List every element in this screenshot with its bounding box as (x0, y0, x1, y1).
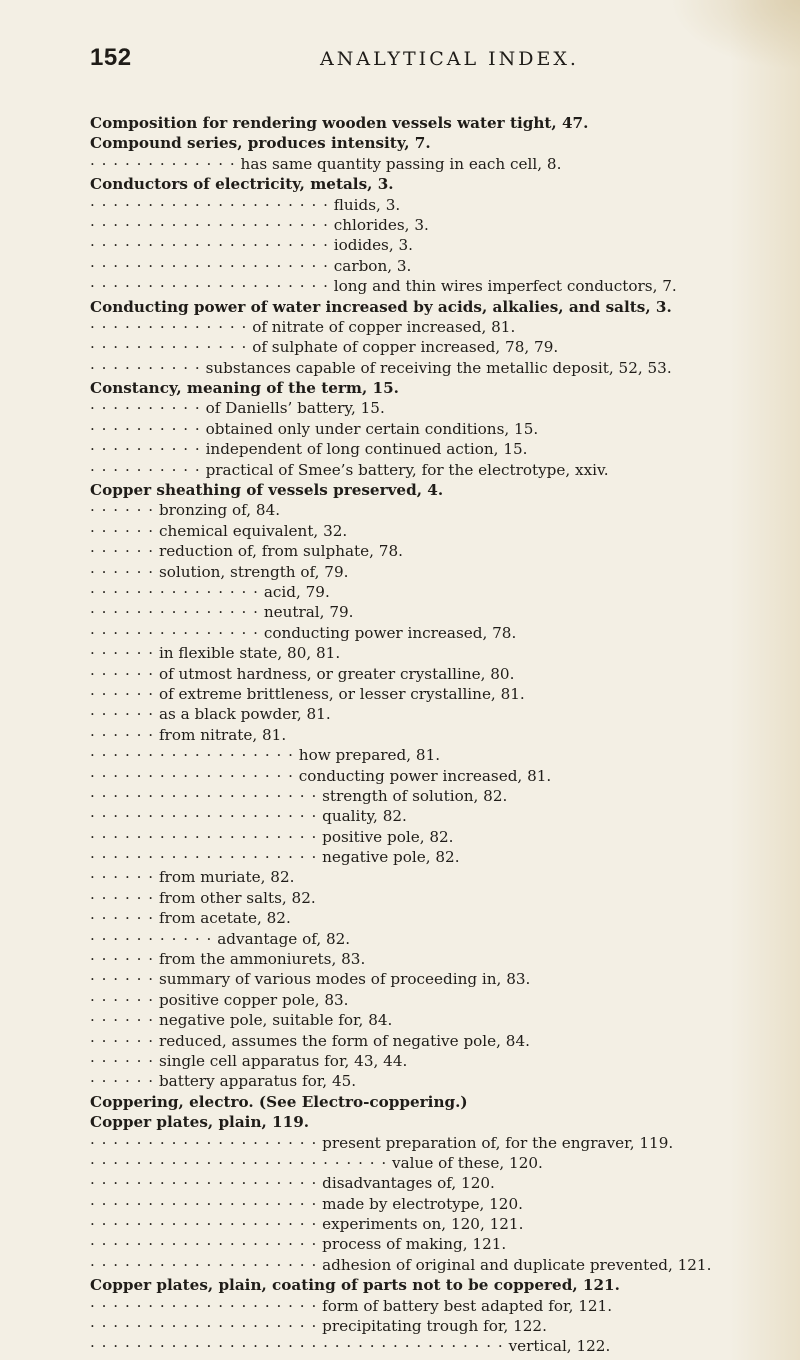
entry-text: disadvantages of, 120. (322, 1174, 495, 1193)
index-entry (90, 500, 780, 520)
dot-leader: · · · · · · · · · · (90, 460, 201, 479)
page-header (90, 44, 730, 84)
dot-leader: · · · · · · (90, 1011, 155, 1030)
entry-text: summary of various modes of proceeding in, 83. (158, 970, 531, 989)
entry-text: neutral, 79. (263, 603, 354, 622)
index-entry (90, 1112, 780, 1132)
entry-text: negative pole, suitable for, 84. (158, 1011, 393, 1030)
entry-heading: Conducting power of water increased by acids, alkalies, and salts, 3. (90, 297, 672, 316)
entry-text: reduced, assumes the form of negative pole, 84. (158, 1031, 530, 1050)
dot-leader: · · · · · · · · · · · · · · · · · · · · (90, 1296, 318, 1315)
dot-leader: · · · · · · · · · · · · · · · · · · · · (90, 1235, 318, 1254)
dot-leader: · · · · · · · · · · · · · · · · · · · · (90, 807, 318, 826)
index-entry (90, 235, 780, 255)
entry-heading: Copper sheathing of vessels preserved, 4. (90, 481, 444, 500)
index-entry (90, 419, 780, 439)
entry-heading: Copper plates, plain, 119. (90, 1113, 310, 1132)
index-entry (90, 1173, 780, 1193)
index-entry (90, 1051, 780, 1071)
entry-text: vertical, 122. (508, 1337, 611, 1356)
entry-text: of Daniells’ battery, 15. (205, 399, 385, 418)
index-entry (90, 827, 780, 847)
index-entry (90, 1296, 780, 1316)
entry-text: as a black powder, 81. (158, 705, 331, 724)
entry-text: independent of long continued action, 15. (205, 440, 528, 459)
index-entry (90, 1336, 780, 1356)
entry-text: chlorides, 3. (333, 215, 429, 234)
index-entry (90, 1031, 780, 1051)
dot-leader: · · · · · · (90, 521, 155, 540)
dot-leader: · · · · · · (90, 644, 155, 663)
entry-text: conducting power increased, 81. (298, 766, 552, 785)
dot-leader: · · · · · · (90, 888, 155, 907)
dot-leader: · · · · · · (90, 684, 155, 703)
index-entry (90, 766, 780, 786)
index-entry (90, 358, 780, 378)
entry-text: precipitating trough for, 122. (322, 1317, 547, 1336)
dot-leader: · · · · · · (90, 542, 155, 561)
entry-text: from nitrate, 81. (158, 725, 287, 744)
index-entry (90, 480, 780, 500)
entry-heading: Copper plates, plain, coating of parts not to be coppered, 121. (90, 1276, 620, 1295)
index-entry (90, 378, 780, 398)
entry-text: of sulphate of copper increased, 78, 79. (252, 338, 559, 357)
dot-leader: · · · · · · (90, 501, 155, 520)
dot-leader: · · · · · · · · · · · · · · · · · · · · · · · · · · (90, 1153, 388, 1172)
entry-text: battery apparatus for, 45. (158, 1072, 357, 1091)
index-entry (90, 664, 780, 684)
dot-leader: · · · · · · · · · · · · · · · · · · · · · (90, 277, 329, 296)
entry-text: from other salts, 82. (158, 888, 316, 907)
index-entry (90, 256, 780, 276)
dot-leader: · · · · · · · · · · · · · · · (90, 603, 260, 622)
entry-heading: Compound series, produces intensity, 7. (90, 134, 431, 153)
dot-leader: · · · · · · (90, 1031, 155, 1050)
dot-leader: · · · · · · · · · · · · · · · · · · · · (90, 1215, 318, 1234)
entry-heading: Coppering, electro. (See Electro-coppering.) (90, 1092, 468, 1111)
index-entry (90, 949, 780, 969)
entry-heading: Composition for rendering wooden vessels water tight, 47. (90, 114, 589, 132)
index-entry (90, 990, 780, 1010)
entry-text: of nitrate of copper increased, 81. (252, 317, 516, 336)
index-entry (90, 1092, 780, 1112)
index-entry (90, 969, 780, 989)
index-entry (90, 1234, 780, 1254)
entry-text: iodides, 3. (333, 236, 413, 255)
entry-text: made by electrotype, 120. (322, 1194, 523, 1213)
dot-leader: · · · · · · · · · · · · · · · · · · (90, 766, 294, 785)
index-entry (90, 908, 780, 928)
index-entry (90, 867, 780, 887)
index-entry (90, 276, 780, 296)
entry-text: single cell apparatus for, 43, 44. (158, 1051, 408, 1070)
dot-leader: · · · · · · · · · · · · · · · · · · · · (90, 848, 318, 867)
index-entry (90, 1194, 780, 1214)
entry-text: obtained only under certain conditions, 15. (205, 419, 539, 438)
dot-leader: · · · · · · · · · · (90, 358, 201, 377)
dot-leader: · · · · · · (90, 562, 155, 581)
index-entry (90, 623, 780, 643)
dot-leader: · · · · · · (90, 1051, 155, 1070)
dot-leader: · · · · · · (90, 725, 155, 744)
entry-text: process of making, 121. (322, 1235, 507, 1254)
entry-text: from acetate, 82. (158, 909, 291, 928)
index-entry (90, 297, 780, 317)
entry-text: has same quantity passing in each cell, 8. (240, 154, 562, 173)
index-entry (90, 460, 780, 480)
dot-leader: · · · · · · · · · · (90, 440, 201, 459)
entry-heading: Conductors of electricity, metals, 3. (90, 175, 394, 194)
index-entry (90, 439, 780, 459)
entry-text: solution, strength of, 79. (158, 562, 349, 581)
index-entry (90, 1153, 780, 1173)
index-entry (90, 174, 780, 194)
dot-leader: · · · · · · · · · · · · · · · (90, 623, 260, 642)
dot-leader: · · · · · · · · · · · · · · · · · · · · (90, 827, 318, 846)
index-entry (90, 1071, 780, 1091)
index-entry (90, 133, 780, 153)
dot-leader: · · · · · · (90, 909, 155, 928)
entry-text: from muriate, 82. (158, 868, 295, 887)
entry-text: bronzing of, 84. (158, 501, 281, 520)
entry-text: advantage of, 82. (217, 929, 351, 948)
index-entry (90, 602, 780, 622)
dot-leader: · · · · · · (90, 970, 155, 989)
entry-text: long and thin wires imperfect conductors, 7. (333, 277, 677, 296)
index-entries (90, 113, 780, 1357)
index-entry (90, 562, 780, 582)
dot-leader: · · · · · · · · · · · · · · · · · · · · (90, 1255, 318, 1274)
index-entry (90, 725, 780, 745)
dot-leader: · · · · · · (90, 705, 155, 724)
entry-text: reduction of, from sulphate, 78. (158, 542, 403, 561)
dot-leader: · · · · · · · · · · · · · · · · · · · · (90, 1317, 318, 1336)
dot-leader: · · · · · · (90, 664, 155, 683)
dot-leader: · · · · · · · · · · · · · · (90, 317, 248, 336)
dot-leader: · · · · · · · · · · · · · · · · · · · · (90, 1133, 318, 1152)
entry-text: carbon, 3. (333, 256, 412, 275)
entry-text: positive pole, 82. (322, 827, 454, 846)
index-entry (90, 806, 780, 826)
dot-leader: · · · · · · · · · · · · · · · · · · · · · (90, 236, 329, 255)
entry-text: substances capable of receiving the metallic deposit, 52, 53. (205, 358, 672, 377)
index-entry (90, 154, 780, 174)
dot-leader: · · · · · · · · · · · · · · · · · · · · (90, 1194, 318, 1213)
dot-leader: · · · · · · (90, 868, 155, 887)
entry-text: positive copper pole, 83. (158, 990, 349, 1009)
entry-text: negative pole, 82. (322, 848, 460, 867)
entry-text: of extreme brittleness, or lesser crystalline, 81. (158, 684, 525, 703)
index-entry (90, 1214, 780, 1234)
index-entry (90, 643, 780, 663)
running-head: ANALYTICAL INDEX. (320, 48, 579, 70)
dot-leader: · · · · · · · · · · · · · · · · · · · · (90, 786, 318, 805)
index-entry (90, 847, 780, 867)
entry-text: quality, 82. (322, 807, 407, 826)
dot-leader: · · · · · · · · · · · · · · · · · · · · · (90, 195, 329, 214)
dot-leader: · · · · · · · · · · · · · · · · · · · · (90, 1174, 318, 1193)
index-entry (90, 704, 780, 724)
index-entry (90, 398, 780, 418)
entry-text: how prepared, 81. (298, 746, 441, 765)
index-entry (90, 745, 780, 765)
dot-leader: · · · · · · · · · · · · · · · (90, 582, 260, 601)
dot-leader: · · · · · · · · · · · · · (90, 154, 236, 173)
dot-leader: · · · · · · · · · · · · · · · · · · · · · (90, 256, 329, 275)
index-entry (90, 521, 780, 541)
entry-text: experiments on, 120, 121. (322, 1215, 524, 1234)
entry-text: chemical equivalent, 32. (158, 521, 348, 540)
index-entry (90, 215, 780, 235)
index-entry (90, 1316, 780, 1336)
dot-leader: · · · · · · (90, 990, 155, 1009)
index-entry (90, 195, 780, 215)
entry-text: strength of solution, 82. (322, 786, 508, 805)
dot-leader: · · · · · · · · · · (90, 399, 201, 418)
index-entry (90, 786, 780, 806)
index-entry (90, 541, 780, 561)
dot-leader: · · · · · · (90, 1072, 155, 1091)
index-entry (90, 1275, 780, 1295)
index-entry (90, 1133, 780, 1153)
dot-leader: · · · · · · · · · · · · · · · · · · · · · (90, 215, 329, 234)
dot-leader: · · · · · · · · · · · (90, 929, 213, 948)
entry-text: in flexible state, 80, 81. (158, 644, 341, 663)
entry-text: form of battery best adapted for, 121. (322, 1296, 613, 1315)
entry-text: fluids, 3. (333, 195, 401, 214)
entry-text: of utmost hardness, or greater crystalline, 80. (158, 664, 515, 683)
index-entry (90, 582, 780, 602)
index-entry (90, 888, 780, 908)
dot-leader: · · · · · · (90, 950, 155, 969)
entry-text: acid, 79. (263, 582, 330, 601)
index-entry (90, 684, 780, 704)
index-entry (90, 113, 780, 133)
entry-text: adhesion of original and duplicate prevented, 121. (322, 1255, 712, 1274)
dot-leader: · · · · · · · · · · · · · · (90, 338, 248, 357)
index-entry (90, 317, 780, 337)
entry-text: from the ammoniurets, 83. (158, 950, 366, 969)
entry-heading: Constancy, meaning of the term, 15. (90, 379, 399, 398)
index-entry (90, 1010, 780, 1030)
index-entry (90, 337, 780, 357)
index-entry (90, 1255, 780, 1275)
index-entry (90, 929, 780, 949)
dot-leader: · · · · · · · · · · · · · · · · · · (90, 746, 294, 765)
dot-leader: · · · · · · · · · · · · · · · · · · · · · · · · · · · · · · · · · · · · (90, 1337, 504, 1356)
dot-leader: · · · · · · · · · · (90, 419, 201, 438)
entry-text: practical of Smee’s battery, for the electrotype, xxiv. (205, 460, 609, 479)
entry-text: conducting power increased, 78. (263, 623, 517, 642)
page-number: 152 (90, 44, 132, 71)
entry-text: value of these, 120. (392, 1153, 543, 1172)
entry-text: present preparation of, for the engraver, 119. (322, 1133, 674, 1152)
